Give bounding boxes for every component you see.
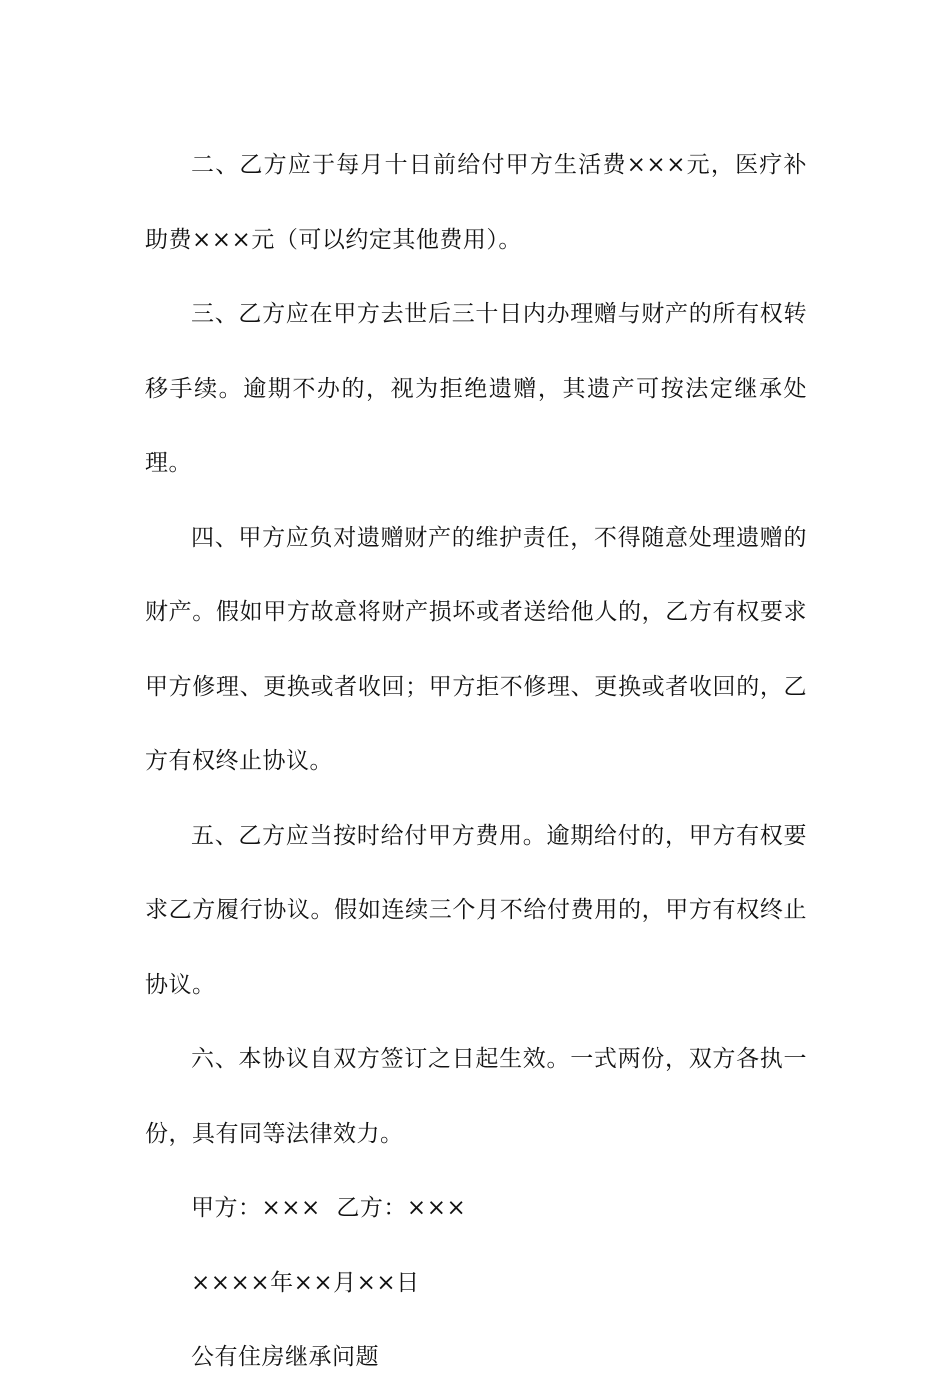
date-line: ××××年××月××日 (191, 1269, 420, 1296)
clause-6: 六、本协议自双方签订之日起生效。一式两份，双方各执一份，具有同等法律效力。 (145, 1046, 807, 1147)
clause-5: 五、乙方应当按时给付甲方费用。逾期给付的，甲方有权要求乙方履行协议。假如连续三个月不给付费用的，甲方有权终止协议。 (145, 822, 807, 998)
clause-2: 二、乙方应于每月十日前给付甲方生活费×××元，医疗补助费×××元（可以约定其他费用）。 (145, 152, 807, 253)
signature-line: 甲方：××× 乙方：××× (191, 1195, 467, 1221)
document-body (145, 128, 807, 1395)
clause-3: 三、乙方应在甲方去世后三十日内办理赠与财产的所有权转移手续。逾期不办的，视为拒绝遗赠，其遗产可按法定继承处理。 (145, 301, 807, 476)
section-heading: 公有住房继承问题 (191, 1344, 379, 1370)
clause-4: 四、甲方应负对遗赠财产的维护责任，不得随意处理遗赠的财产。假如甲方故意将财产损坏或者送给他人的，乙方有权要求甲方修理、更换或者收回；甲方拒不修理、更换或者收回的，乙方有权终止协议。 (145, 524, 807, 774)
